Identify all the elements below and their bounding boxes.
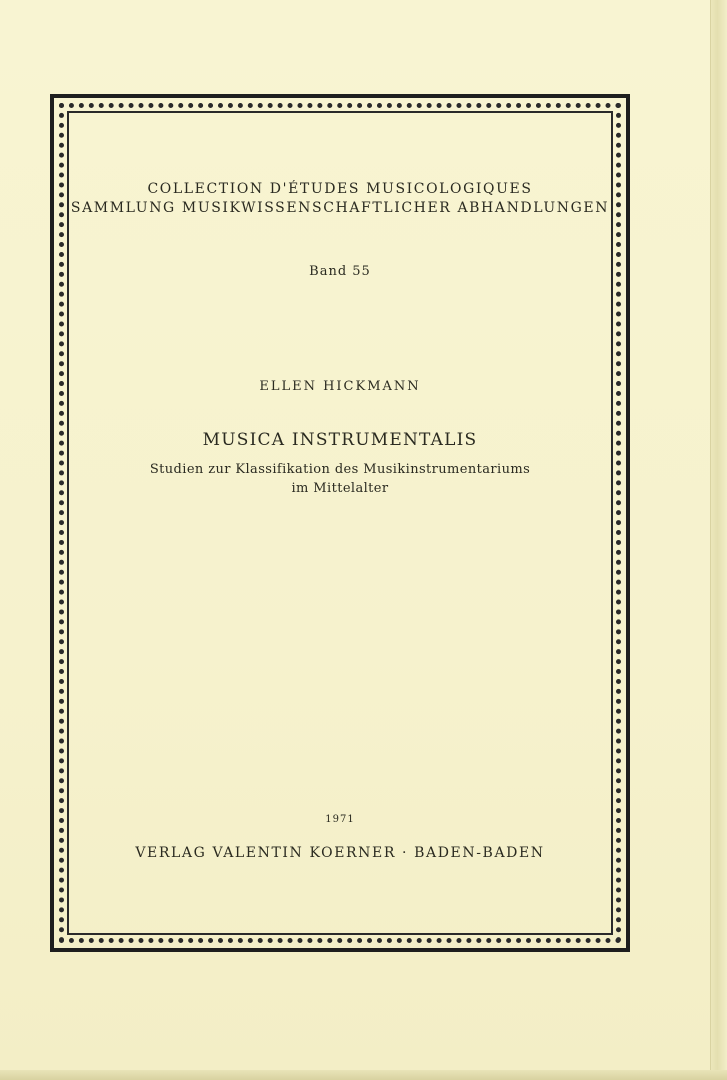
publisher-line: VERLAG VALENTIN KOERNER · BADEN-BADEN [135, 845, 545, 861]
subtitle-line-2: im Mittelalter [291, 481, 389, 496]
series-title-german: SAMMLUNG MUSIKWISSENSCHAFTLICHER ABHANDLUNGEN [70, 200, 610, 216]
subtitle-line-1: Studien zur Klassifikation des Musikinstrumentariums [149, 462, 531, 477]
cover-text-block [70, 180, 610, 498]
series-title-french: COLLECTION D'ÉTUDES MUSICOLOGIQUES [147, 181, 533, 197]
book-subtitle [120, 460, 560, 498]
page-edge-right [710, 0, 727, 1080]
volume-number: Band 55 [309, 264, 371, 279]
publication-year: 1971 [325, 814, 355, 825]
author-name: ELLEN HICKMANN [259, 379, 421, 394]
page-edge-bottom [0, 1070, 727, 1080]
book-title: MUSICA INSTRUMENTALIS [202, 430, 478, 450]
